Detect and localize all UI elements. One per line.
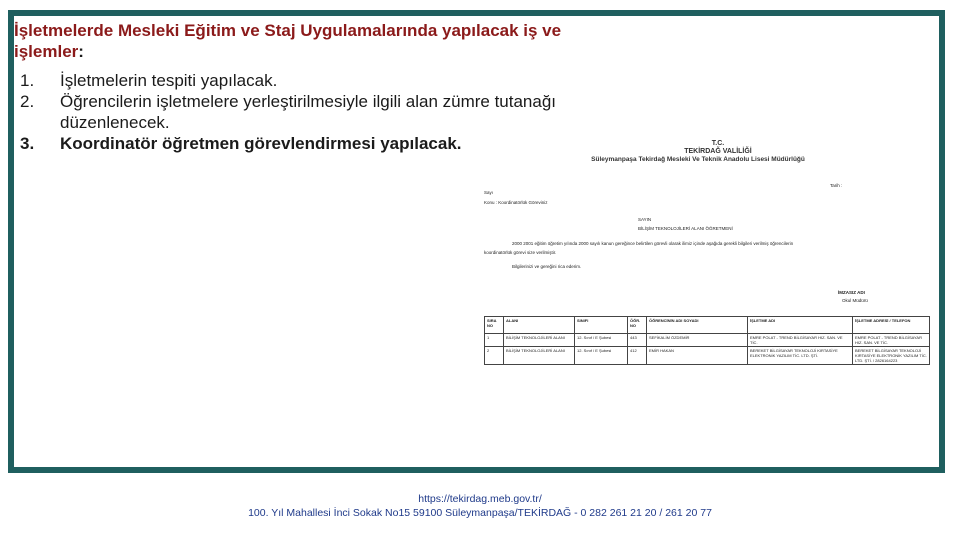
letter-signature-title: Okul Müdürü xyxy=(842,298,868,303)
letter-body: 2000 2001 eğitim öğretim yılında 2000 sayılı kanun gereğince belirtilen görevli olarak ilimiz içinde aşağıda gerekli bilgileri verilmiş öğrencilerin xyxy=(512,241,794,246)
letter-date: Tarih : xyxy=(830,183,843,188)
letter-signature-name: İMZASIZ ADI xyxy=(838,290,865,295)
embedded-official-letter xyxy=(478,140,936,385)
list-item: 3. Koordinatör öğretmen görevlendirmesi yapılacak. xyxy=(20,134,462,153)
slide-footer xyxy=(0,492,960,520)
list-item: 2. Öğrencilerin işletmelere yerleştirilmesiyle ilgili alan zümre tutanağı düzenlenecek. xyxy=(20,92,557,132)
letter-header: T.C. TEKİRDAĞ VALİLİĞİ Süleymanpaşa Tekirdağ Mesleki Ve Teknik Anadolu Lisesi Müdürlüğü xyxy=(591,140,805,163)
letter-recipient-role: BİLİŞİM TEKNOLOJİLERİ ALANI ÖĞRETMENİ xyxy=(638,226,733,231)
list-item: 1. İşletmelerin tespiti yapılacak. xyxy=(20,71,278,90)
table-row: 1 BİLİŞİM TEKNOLOJİLERİ ALANI 12. Sınıf / E Şubesi 443 SEFİKALİM ÖZDEMİR EMRE POLAT - TREND BİLGİSAYAR HIZ. SAN. VE TİC. EMRE POLAT - TREND BİLGİSAYAR HIZ. SAN. VE TİC. xyxy=(485,334,930,347)
footer-url[interactable]: https://tekirdag.meb.gov.tr/ xyxy=(418,493,542,505)
assignment-table xyxy=(484,316,930,365)
letter-body: Bilgilerinizi ve gereğini rica ederim. xyxy=(512,264,582,269)
letter-body: koordinatörlük görevi size verilmiştir. xyxy=(484,250,557,255)
letter-recipient: SAYIN xyxy=(638,217,652,222)
table-header-row: SIRA NO ALANI SINIFI ÖĞR. NO ÖĞRENCİNİN ADI SOYADI İŞLETME ADI İŞLETME ADRESİ / TELEFON xyxy=(485,317,930,334)
table-row: 2 BİLİŞİM TEKNOLOJİLERİ ALANI 12. Sınıf / E Şubesi 412 EMİR HAKAN BEREKET BİLGİSAYAR TEKNOLOJİ KIRTASİYE ELEKTRONİK YAZILIM TİC. LTD. ŞTİ. BEREKET BİLGİSAYAR TEKNOLOJİ KIRTASİYE ELEKTRONİK YAZILIM TİC. LTD. ŞTİ. / 2826164223 xyxy=(485,347,930,365)
footer-address: 100. Yıl Mahallesi İnci Sokak No15 59100 Süleymanpaşa/TEKİRDAĞ - 0 282 261 21 20 / 261 20 77 xyxy=(248,507,712,519)
letter-subject: Konu : Koordinatörlük Göreviniz xyxy=(484,200,548,205)
letter-number: Sayı xyxy=(484,190,494,195)
slide-title: İşletmelerde Mesleki Eğitim ve Staj Uygulamalarında yapılacak iş ve işlemler: xyxy=(14,21,562,61)
